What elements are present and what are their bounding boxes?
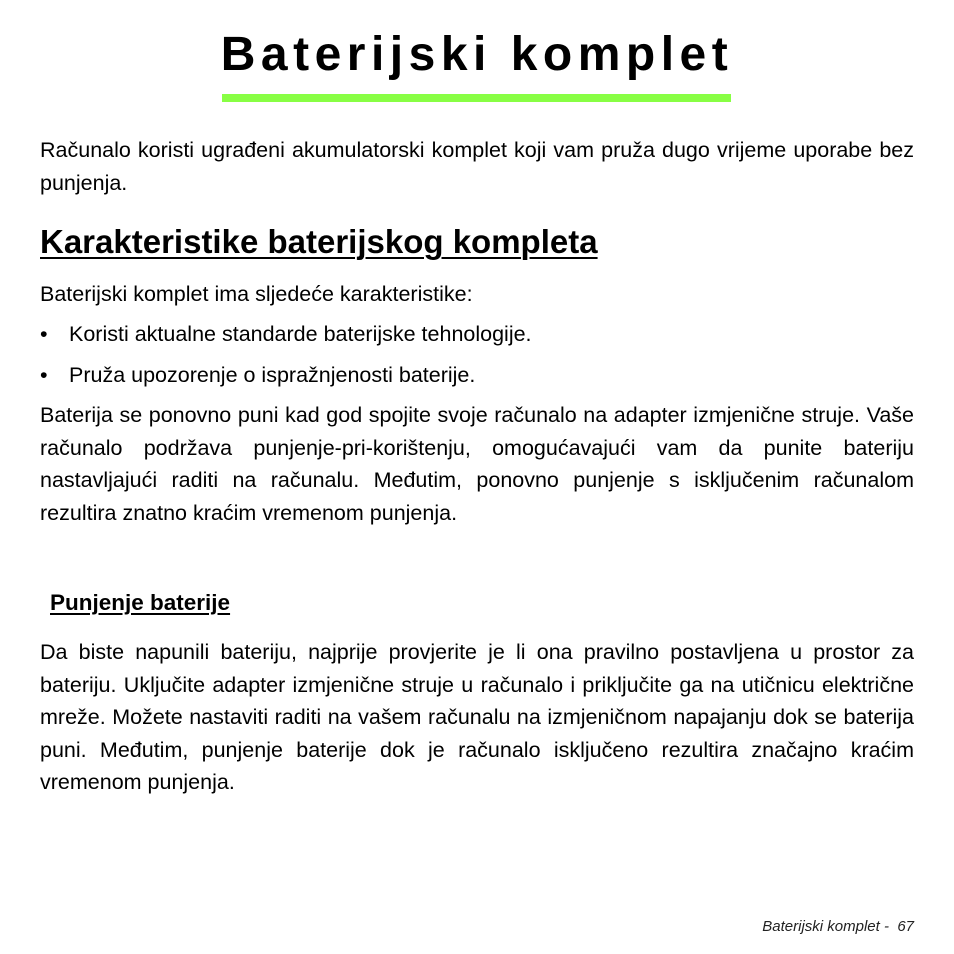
list-item	[40, 359, 914, 400]
footer-section-name: Baterijski komplet -	[762, 918, 889, 935]
subsection-body-paragraph: Da biste napunili bateriju, najprije provjerite je li ona pravilno postavljena u prostor za bateriju. Uključite adapter izmjenične struje u računalo i priključite ga na utičnicu električne mreže. Možete nastaviti raditi na vašem računalu na izmjeničnom napajanju dok se baterija puni. Međutim, punjenje baterije dok je računalo isključeno rezultira značajno kraćim vremenom punjenja.	[40, 640, 914, 794]
bullet-icon: •	[40, 322, 48, 346]
title-underline-bar	[222, 94, 731, 102]
section-heading: Karakteristike baterijskog kompleta	[40, 223, 598, 260]
list-item	[40, 318, 914, 359]
bullet-icon: •	[40, 363, 48, 387]
list-item-text: Pruža upozorenje o ispražnjenosti baterije.	[69, 363, 476, 387]
page-title: Baterijski komplet	[220, 28, 734, 81]
subsection-heading: Punjenje baterije	[50, 590, 231, 615]
list-item-text: Koristi aktualne standarde baterijske tehnologije.	[69, 322, 532, 346]
section-body-paragraph: Baterija se ponovno puni kad god spojite svoje računalo na adapter izmjenične struje. Vaše računalo podržava punjenje-pri-korištenju, omogućavajući vam da punite bateriju nastavljajući raditi na računalu. Međutim, ponovno punjenje s isključenim računalom rezultira znatno kraćim vremenom punjenja.	[40, 403, 914, 525]
section-lead: Baterijski komplet ima sljedeće karakteristike:	[40, 282, 473, 306]
intro-paragraph: Računalo koristi ugrađeni akumulatorski komplet koji vam pruža dugo vrijeme uporabe bez punjenja.	[40, 138, 914, 195]
feature-list	[40, 318, 914, 400]
page-footer	[762, 917, 914, 937]
footer-page-number: 67	[897, 918, 914, 935]
